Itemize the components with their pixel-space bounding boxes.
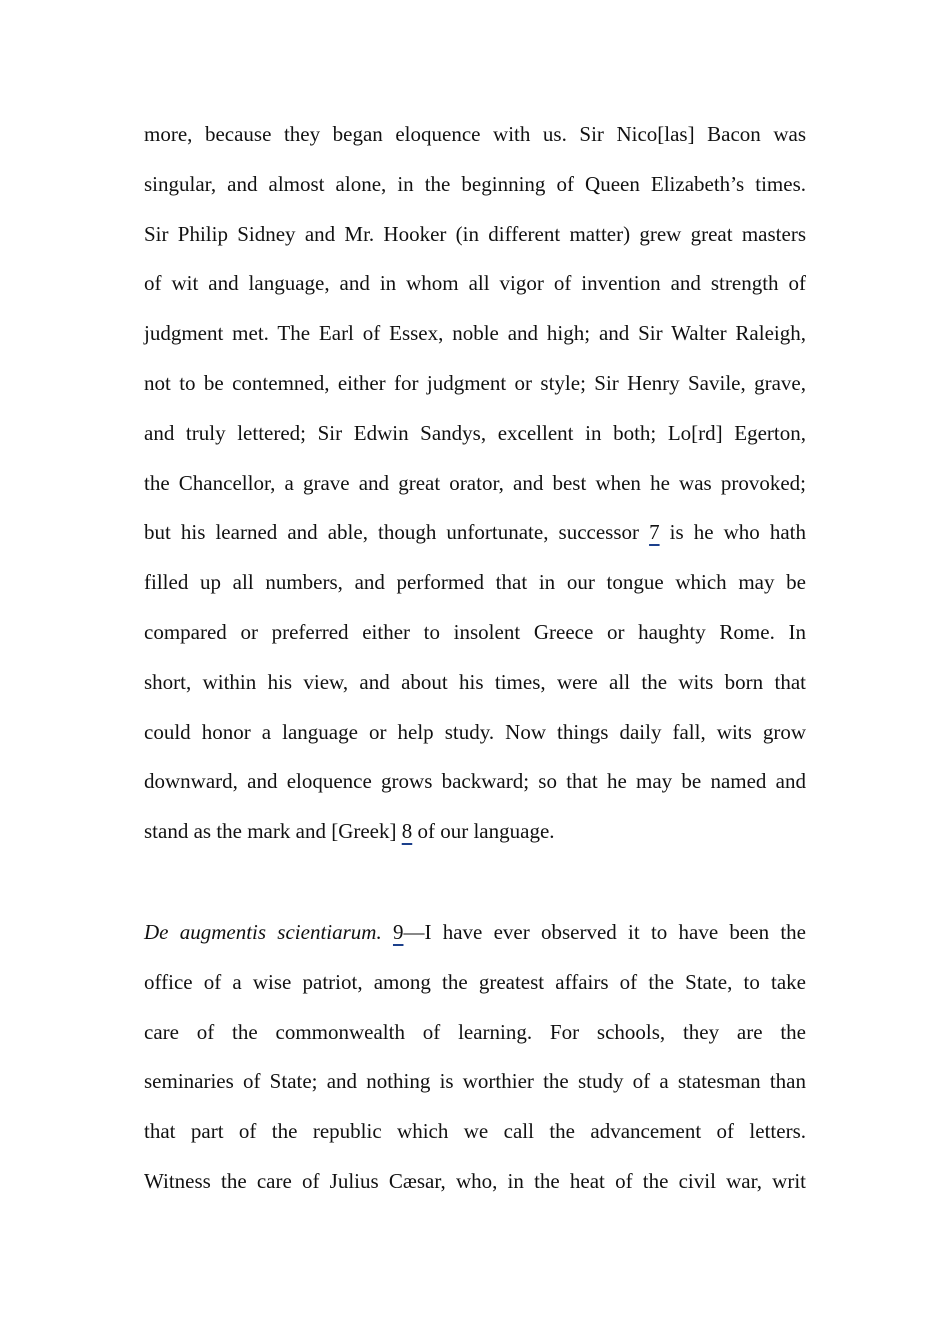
text-line: that part of the republic which we call the advancement of letters. bbox=[144, 1119, 806, 1144]
text-line: short, within his view, and about his times, were all the wits born that bbox=[144, 669, 806, 694]
text-line: could honor a language or help study. Now things daily fall, wits grow bbox=[144, 719, 806, 744]
text-line bbox=[144, 807, 806, 857]
text-line: more, because they began eloquence with us. Sir Nico[las] Bacon was bbox=[144, 122, 806, 146]
document-page bbox=[144, 110, 806, 1207]
text-line: care of the commonwealth of learning. For schools, they are the bbox=[144, 1019, 806, 1044]
text-line: Witness the care of Julius Cæsar, who, in the heat of the civil war, writ bbox=[144, 1168, 806, 1193]
text-line: singular, and almost alone, in the beginning of Queen Elizabeth’s times. bbox=[144, 171, 806, 196]
paragraph-gap bbox=[144, 857, 806, 908]
text-line: office of a wise patriot, among the greatest affairs of the State, to take bbox=[144, 969, 806, 994]
text-line: not to be contemned, either for judgment or style; Sir Henry Savile, grave, bbox=[144, 370, 806, 395]
text-segment: —I have ever observed it to have been the bbox=[403, 919, 806, 944]
text-line bbox=[144, 508, 806, 558]
text-line: downward, and eloquence grows backward; so that he may be named and bbox=[144, 769, 806, 794]
text-line: seminaries of State; and nothing is worthier the study of a statesman than bbox=[144, 1069, 806, 1094]
text-line: Sir Philip Sidney and Mr. Hooker (in different matter) grew great masters bbox=[144, 221, 806, 246]
paragraph-eloquence bbox=[144, 110, 806, 857]
text-segment: but his learned and able, though unfortunate, successor bbox=[144, 520, 650, 545]
text-line: compared or preferred either to insolent Greece or haughty Rome. In bbox=[144, 619, 806, 644]
paragraph-de-augmentis bbox=[144, 908, 806, 1207]
text-segment: of our language. bbox=[412, 819, 555, 844]
footnote-link-7[interactable]: 7 bbox=[649, 520, 660, 545]
text-line: and truly lettered; Sir Edwin Sandys, excellent in both; Lo[rd] Egerton, bbox=[144, 420, 806, 445]
work-title: De augmentis scientiarum. bbox=[144, 919, 382, 944]
text-line: the Chancellor, a grave and great orator, and best when he was provoked; bbox=[144, 470, 806, 495]
footnote-link-9[interactable]: 9 bbox=[392, 919, 404, 944]
text-segment: is he who hath bbox=[659, 520, 806, 545]
text-line bbox=[144, 908, 806, 958]
footnote-link-8[interactable]: 8 bbox=[401, 819, 413, 844]
text-line: filled up all numbers, and performed that in our tongue which may be bbox=[144, 570, 806, 595]
text-line: of wit and language, and in whom all vigor of invention and strength of bbox=[144, 271, 806, 296]
text-segment: stand as the mark and [Greek] bbox=[144, 819, 402, 844]
text-line: judgment met. The Earl of Essex, noble and high; and Sir Walter Raleigh, bbox=[144, 321, 806, 346]
